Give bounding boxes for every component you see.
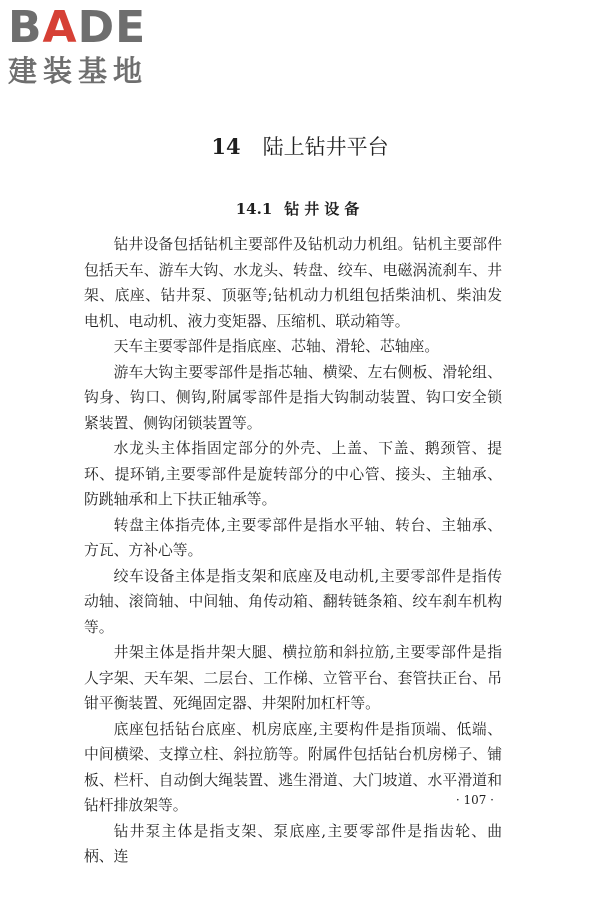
logo-subtitle: 建装基地 — [8, 54, 149, 88]
section-number: 14.1 — [235, 200, 273, 218]
chapter-number: 14 — [211, 134, 241, 159]
bade-logo — [8, 4, 178, 88]
section-title: 钻井设备 — [284, 200, 365, 218]
paragraph: 绞车设备主体是指支架和底座及电动机,主要零部件是指传动轴、滚筒轴、中间轴、角传动箱、翻转链条箱、绞车刹车机构等。 — [84, 567, 502, 636]
paragraph: 钻井设备包括钻机主要部件及钻机动力机组。钻机主要部件包括天车、游车大钩、水龙头、转盘、绞车、电磁涡流刹车、井架、底座、钻井泵、顶驱等;钻机动力机组包括柴油机、柴油发电机、电动机、液力变矩器、压缩机、联动箱等。 — [84, 236, 502, 330]
chapter-heading — [0, 133, 600, 161]
chapter-title: 陆上钻井平台 — [262, 135, 389, 159]
paragraph: 转盘主体指壳体,主要零部件是指水平轴、转台、主轴承、方瓦、方补心等。 — [84, 516, 502, 559]
paragraph: 钻井泵主体是指支架、泵底座,主要零部件是指齿轮、曲柄、连 — [84, 822, 502, 865]
logo-wordmark: BADE — [8, 2, 147, 53]
section-heading — [0, 198, 600, 220]
page-number: · 107 · — [455, 793, 494, 807]
paragraph: 井架主体是指井架大腿、横拉筋和斜拉筋,主要零部件是指人字架、天车架、二层台、工作梯、立管平台、套管扶正台、吊钳平衡装置、死绳固定器、井架附加杠杆等。 — [84, 644, 502, 712]
body-text — [84, 232, 502, 870]
paragraph: 底座包括钻台底座、机房底座,主要构件是指顶端、低端、中间横梁、支撑立柱、斜拉筋等。附属件包括钻台机房梯子、铺板、栏杆、自动倒大绳装置、逃生滑道、大门坡道、水平滑道和钻杆排放架等。 — [84, 720, 502, 814]
paragraph: 游车大钩主要零部件是指芯轴、横梁、左右侧板、滑轮组、钩身、钩口、侧钩,附属零部件是指大钩制动装置、钩口安全锁紧装置、侧钩闭锁装置等。 — [84, 363, 502, 432]
paragraph: 水龙头主体指固定部分的外壳、上盖、下盖、鹅颈管、提环、提环销,主要零部件是旋转部分的中心管、接头、主轴承、防跳轴承和上下扶正轴承等。 — [84, 440, 502, 508]
paragraph: 天车主要零部件是指底座、芯轴、滑轮、芯轴座。 — [113, 338, 440, 355]
